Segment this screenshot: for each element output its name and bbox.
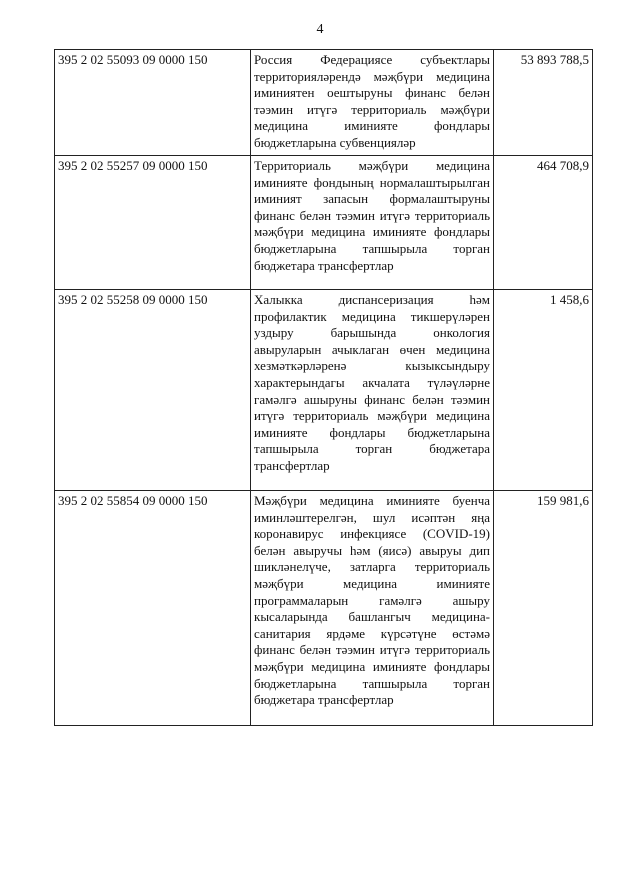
amount-cell: 1 458,6: [494, 290, 593, 491]
budget-code-cell: 395 2 02 55093 09 0000 150: [55, 50, 251, 156]
description-cell: Россия Федерациясе субъектлары территорияләрендә мәҗбүри медицина иминиятен оештыруны финанс белән тәэмин итүгә территориаль мәҗбүри медицина иминияте фондлары бюджетларына субвенцияләр: [251, 50, 494, 156]
description-cell: Территориаль мәҗбүри медицина иминияте фондының нормалаштырылган иминият запасын формалаштыруны финанс белән тәэмин итүгә территориаль мәҗбүри медицина иминияте фондлары бюджетларына тапшырыла торган бюджетара трансфертлар: [251, 156, 494, 290]
amount-cell: 53 893 788,5: [494, 50, 593, 156]
budget-code-cell: 395 2 02 55258 09 0000 150: [55, 290, 251, 491]
page-number: 4: [316, 22, 324, 37]
table-row: [55, 491, 593, 726]
table-row: [55, 156, 593, 290]
table-row: [55, 290, 593, 491]
amount-cell: 464 708,9: [494, 156, 593, 290]
budget-code-cell: 395 2 02 55257 09 0000 150: [55, 156, 251, 290]
amount-cell: 159 981,6: [494, 491, 593, 726]
budget-code-cell: 395 2 02 55854 09 0000 150: [55, 491, 251, 726]
description-cell: Халыкка диспансеризация һәм профилактик медицина тикшерүләрен уздыру барышында онкология авыруларын ачыклаган өчен медицина хезмәткәрләренә кызыксындыру характерындагы акчалата түләүләрне гамәлгә ашыруны финанс белән тәэмин итүгә территориаль мәҗбүри медицина иминияте фондлары бюджетларына тапшырыла торган бюджетара трансфертлар: [251, 290, 494, 491]
description-cell: Мәҗбүри медицина иминияте буенча иминләштерелгән, шул исәптән яңа коронавирус инфекциясе (COVID-19) белән авыручы һәм (яисә) авыруы дип шикләнелүче, затларга территориаль мәҗбүри медицина иминияте программаларын гамәлгә ашыру кысаларында башлангыч медицина-санитария ярдәме күрсәтүне өстәмә финанс белән тәэмин итүгә территориаль мәҗбүри медицина иминияте фондлары бюджетларына тапшырыла торган бюджетара трансфертлар: [251, 491, 494, 726]
table-row: [55, 50, 593, 156]
budget-table: [54, 49, 593, 726]
